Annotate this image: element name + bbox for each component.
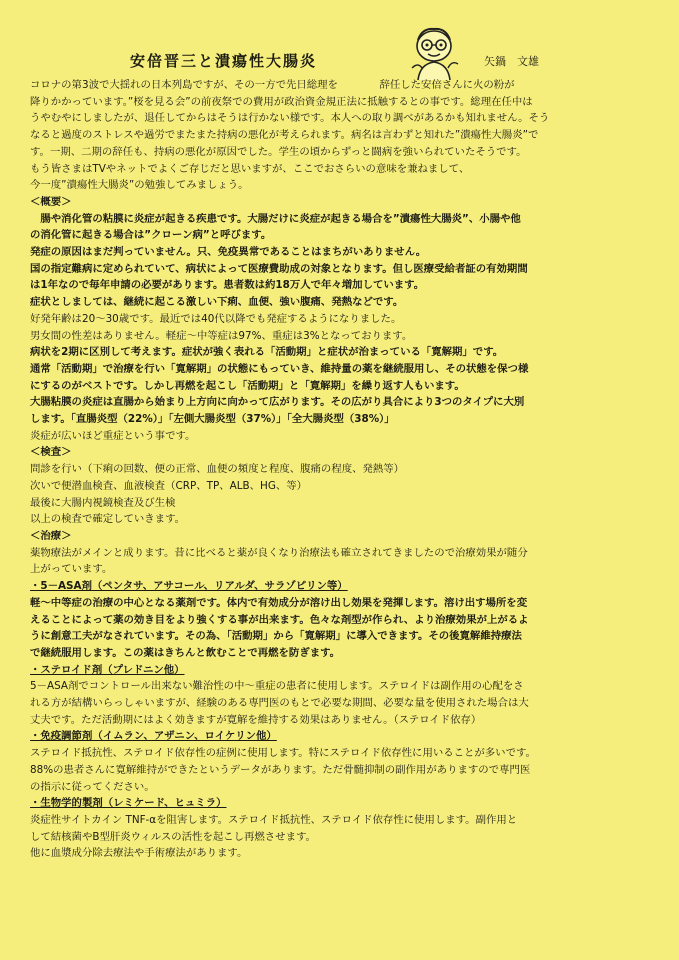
author-name: 矢鍋 文雄 [484, 55, 539, 68]
body-line: 軽〜中等症の治療の中心となる薬剤です。体内で有効成分が溶け出し効果を発揮します。溶け出す場所を変 [30, 596, 528, 609]
body-line: 発症の原因はまだ判っていません。只、免疫異常であることはまちがいありません。 [30, 246, 427, 259]
body-line: えることによって薬の効き目をより強くする事が出来ます。色々な剤型が作られ、より治療効果が上がるよ [30, 613, 529, 626]
body-line: にするのがベストです。しかし再燃を起こし「活動期」と「寛解期」を繰り返す人もいます。 [30, 379, 465, 392]
body-line: 炎症が広いほど重症という事です。 [30, 429, 196, 442]
body-line: 降りかかっています。”桜を見る会”の前夜祭での費用が政治資金規正法に抵触するとの事です。総理在任中は [30, 95, 533, 108]
body-line: 男女間の性差はありません。軽症〜中等症は97%、重症は3%となっております。 [30, 329, 413, 342]
body-line: うやむやにしましたが、退任してからはそうは行かない様です。本人への取り調べがあるかも知れません。そう [30, 112, 550, 125]
body-line: れる方が結構いらっしゃいますが、経験のある専門医のもとで必要な期間、必要な量を使用された場合は大 [30, 697, 529, 710]
body-line: 炎症性サイトカイン TNF-αを阻害します。ステロイド抵抗性、ステロイド依存性に使用します。副作用と [30, 813, 518, 826]
body-line: して結核菌やB型肝炎ウィルスの活性を起こし再燃させます。 [30, 830, 316, 843]
body-line: 腸や消化管の粘膜に炎症が起きる疾患です。大腸だけに炎症が起きる場合を”潰瘍性大腸炎”、小腸や他 [30, 212, 521, 225]
body-line: うに創意工夫がなされています。その為、「活動期」から「寛解期」に導入できます。その後寛解維持療法 [30, 630, 522, 643]
article-body [30, 77, 642, 862]
body-line: 病状を2期に区別して考えます。症状が強く表れる「活動期」と症状が治まっている「寛解期」です。 [30, 346, 504, 359]
body-line: 今一度”潰瘍性大腸炎”の勉強してみましょう。 [30, 179, 249, 192]
body-line: で継続服用します。この薬はきちんと飲むことで再燃を防ぎます。 [30, 646, 341, 659]
body-line: コロナの第3波で大揺れの日本列島ですが、その一方で先日総理を 辞任した安倍さんに火の粉が [30, 79, 515, 91]
treatment-heading: ・生物学的製剤（レミケード、ヒュミラ） [30, 797, 227, 810]
body-line: 上がっています。 [30, 563, 113, 576]
body-line: 薬物療法がメインと成ります。昔に比べると薬が良くなり治療法も確立されてきましたので治療効果が随分 [30, 546, 528, 559]
page-title: 安倍晋三と潰瘍性大腸炎 [130, 52, 318, 70]
body-line: 88%の患者さんに寛解維持ができたというデータがあります。ただ骨髄抑制の副作用がありますので専門医 [30, 763, 531, 776]
body-line: 症状としましては、継続に起こる激しい下痢、血便、強い腹痛、発熱などです。 [30, 296, 404, 309]
author-caricature-icon [404, 22, 464, 82]
body-line: 他に血漿成分除去療法や手術療法があります。 [30, 847, 248, 860]
treatment-heading: ・ステロイド剤（プレドニン他） [30, 663, 185, 676]
body-line: の消化管に起きる場合は”クローン病”と呼びます。 [30, 229, 272, 242]
body-line: もう皆さまはTVやネットでよくご存じだと思いますが、ここでおさらいの意味を兼ねまして、 [30, 162, 470, 175]
body-line: 次いで便潜血検査、血液検査（CRP、TP、ALB、HG、等） [30, 479, 308, 492]
body-line: 好発年齢は20〜30歳です。最近では40代以降でも発症するようになりました。 [30, 312, 402, 325]
body-line: は1年なので毎年申請の必要があります。患者数は約18万人で年々増加しています。 [30, 279, 425, 292]
body-line: 国の指定難病に定められていて、病状によって医療費助成の対象となります。但し医療受給者証の有効期間 [30, 262, 528, 275]
body-line: 問診を行い（下痢の回数、便の正常、血便の頻度と程度、腹痛の程度、発熱等） [30, 463, 405, 476]
section-heading: ＜概要＞ [30, 195, 72, 208]
section-heading: ＜治療＞ [30, 529, 72, 542]
body-line: 最後に大腸内視鏡検査及び生検 [30, 496, 176, 509]
body-line: 丈夫です。ただ活動期にはよく効きますが寛解を維持する効果はありません。（ステロイド依存） [30, 713, 482, 726]
body-line: ステロイド抵抗性、ステロイド依存性の症例に使用します。特にステロイド依存性に用いることが多いです。 [30, 747, 536, 760]
body-line: 以上の検査で確定していきます。 [30, 513, 186, 526]
treatment-heading: ・免疫調節剤（イムラン、アザニン、ロイケリン他） [30, 730, 277, 743]
section-heading: ＜検査＞ [30, 446, 72, 459]
body-line: 通常「活動期」で治療を行い「寛解期」の状態にもっていき、維持量の薬を継続服用し、その状態を保つ様 [30, 362, 529, 375]
body-line: 5－ASA剤でコントロール出来ない難治性の中〜重症の患者に使用します。ステロイドは副作用の心配をさ [30, 680, 524, 693]
body-line: します。「直腸炎型（22%）」「左側大腸炎型（37%）」「全大腸炎型（38%）」 [30, 413, 395, 426]
body-line: なると過度のストレスや過労でまたまた持病の悪化が考えられます。病名は言わずと知れた”潰瘍性大腸炎”で [30, 129, 539, 142]
body-line: の指示に従ってください。 [30, 780, 155, 793]
body-line: 大腸粘膜の炎症は直腸から始まり上方向に向かって広がります。その広がり具合により3つのタイプに大別 [30, 396, 525, 409]
body-line: す。一期、二期の辞任も、持病の悪化が原因でした。学生の頃からずっと闘病を強いられていたそうです。 [30, 145, 527, 158]
treatment-heading: ・5－ASA剤（ペンタサ、アサコール、リアルダ、サラゾピリン等） [30, 580, 348, 593]
